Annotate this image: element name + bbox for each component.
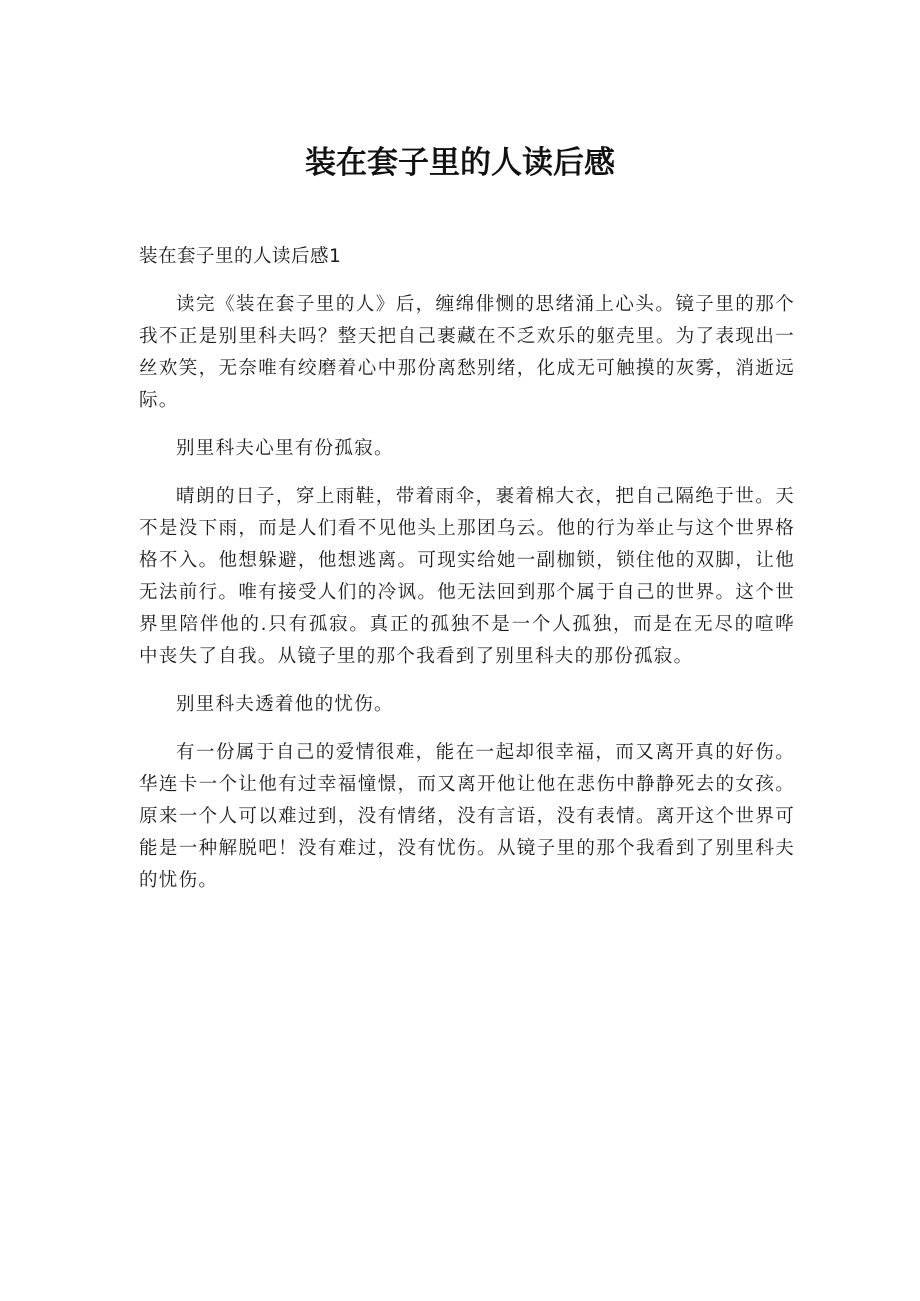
paragraph-sorrow: 有一份属于自己的爱情很难，能在一起却很幸福，而又离开真的好伤。华连卡一个让他有过幸福憧憬，而又离开他让他在悲伤中静静死去的女孩。原来一个人可以难过到，没有情绪，没有言语，没有表情。离开这个世界可能是一种解脱吧！没有难过，没有忧伤。从镜子里的那个我看到了别里科夫的忧伤。 <box>139 742 795 891</box>
paragraph-loneliness-heading: 别里科夫心里有份孤寂。 <box>176 438 394 459</box>
paragraph-intro: 读完《装在套子里的人》后，缠绵俳恻的思绪涌上心头。镜子里的那个我不正是别里科夫吗？整天把自己裹藏在不乏欢乐的躯壳里。为了表现出一丝欢笑，无奈唯有绞磨着心中那份离愁别绪，化成无可触摸的灰雾，消逝远际。 <box>139 294 795 411</box>
paragraph-loneliness: 晴朗的日子，穿上雨鞋，带着雨伞，裹着棉大衣，把自己隔绝于世。天不是没下雨，而是人们看不见他头上那团乌云。他的行为举止与这个世界格格不入。他想躲避，他想逃离。可现实给她一副枷锁，锁住他的双脚，让他无法前行。唯有接受人们的冷讽。他无法回到那个属于自己的世界。这个世界里陪伴他的.只有孤寂。真正的孤独不是一个人孤独，而是在无尽的喧哗中丧失了自我。从镜子里的那个我看到了别里科夫的那份孤寂。 <box>139 486 795 667</box>
document-body <box>139 241 795 913</box>
document-title: 装在套子里的人读后感 <box>305 145 615 181</box>
paragraph-sorrow-heading: 别里科夫透着他的忧伤。 <box>176 694 394 715</box>
section-heading: 装在套子里的人读后感1 <box>139 246 342 267</box>
